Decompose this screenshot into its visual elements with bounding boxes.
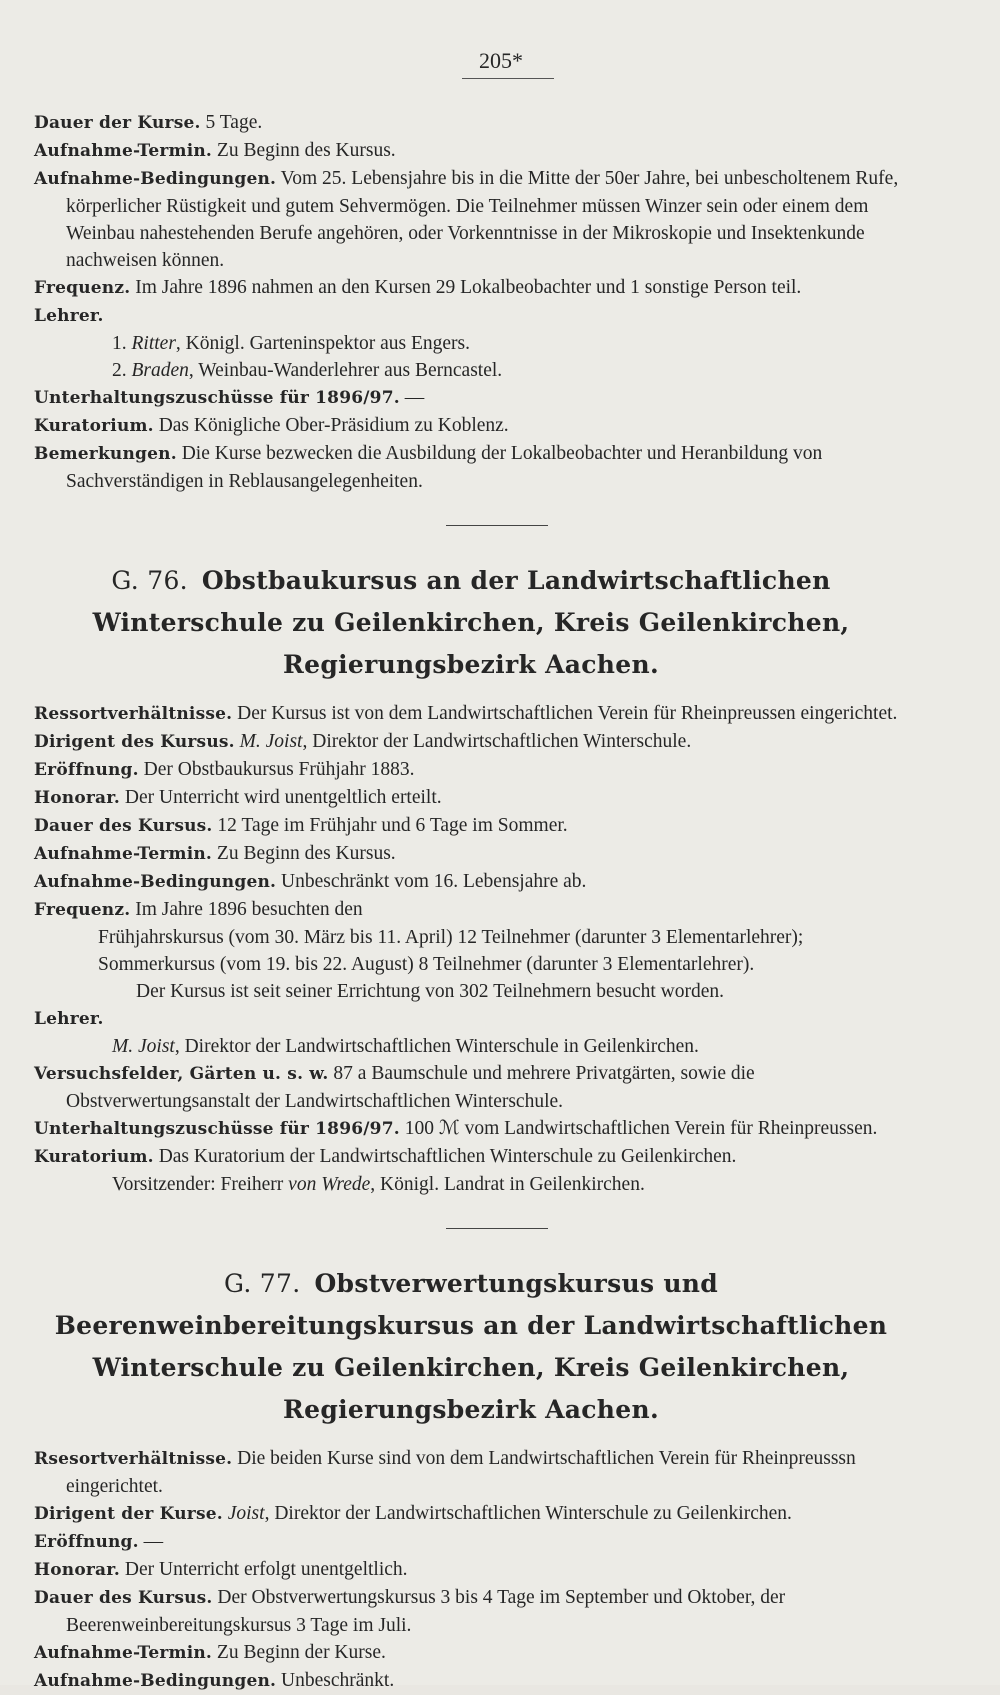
- entry-text: 5 Tage.: [205, 112, 263, 133]
- entry-termin: [34, 137, 908, 165]
- section-divider: [446, 525, 548, 526]
- section-number: G. 76.: [111, 566, 188, 595]
- entry-key: Aufnahme-Bedingungen.: [34, 1671, 277, 1691]
- entry-kuratorium: [34, 1143, 908, 1171]
- entry-termin: [34, 840, 908, 868]
- vorsitzender-line: [34, 1171, 908, 1198]
- entry-text: Das Königliche Ober-Präsidium zu Koblenz.: [158, 415, 509, 436]
- entry-kuratorium: [34, 412, 908, 440]
- entry-termin: [34, 1639, 908, 1667]
- teacher-name: Braden: [131, 360, 189, 381]
- entry-text: Im Jahre 1896 nahmen an den Kursen 29 Lokalbeobachter und 1 sonstige Person teil.: [135, 277, 802, 298]
- entry-frequenz: [34, 274, 908, 302]
- entry-key: Versuchsfelder, Gärten u. s. w.: [34, 1064, 329, 1084]
- entry-key: Honorar.: [34, 1560, 120, 1580]
- section-title: Obstverwertungskursus und Beerenweinbereitungskursus an der Landwirtschaftlichen Winterschule zu Geilenkirchen, Kreis Geilenkirchen, Regierungsbezirk Aachen.: [54, 1269, 888, 1424]
- entry-text: Unbeschränkt vom 16. Lebensjahre ab.: [281, 871, 587, 892]
- entry-key: Dirigent der Kurse.: [34, 1504, 223, 1524]
- frequenz-detail: Sommerkursus (vom 19. bis 22. August) 8 Teilnehmer (darunter 3 Elementarlehrer).: [98, 954, 755, 975]
- entry-key: Ressortverhältnisse.: [34, 704, 233, 724]
- teacher-number: 2.: [112, 360, 127, 381]
- entry-dauer: [34, 1584, 908, 1639]
- entry-bedingungen: [34, 868, 908, 896]
- teacher-name: Ritter: [131, 333, 176, 354]
- teacher-text: , Weinbau-Wanderlehrer aus Berncastel.: [188, 360, 503, 381]
- page-number-rule: [462, 78, 554, 79]
- entry-dirigent: [34, 728, 908, 756]
- entry-key: Dauer des Kursus.: [34, 816, 213, 836]
- entry-text: Die Kurse bezwecken die Ausbildung der Lokalbeobachter und Heranbildung von Sachverständigen in Reblausangelegenheiten.: [66, 443, 823, 492]
- teacher-text: , Königl. Garteninspektor aus Engers.: [175, 333, 470, 354]
- entry-eroeffnung: [34, 1528, 908, 1556]
- entry-text: —: [143, 1531, 164, 1552]
- entry-key: Unterhaltungszuschüsse für 1896/97.: [34, 1119, 400, 1139]
- frequenz-note: Der Kursus ist seit seiner Errichtung von 302 Teilnehmern besucht worden.: [136, 981, 725, 1002]
- entry-text: 87 a Baumschule und mehrere Privatgärten, sowie die Obstverwertungsanstalt der Landwirtschaftlichen Winterschule.: [66, 1063, 755, 1112]
- entry-lehrer: [34, 302, 908, 330]
- entry-dauer: [34, 109, 908, 137]
- entry-honorar: [34, 1556, 908, 1584]
- entry-frequenz: [34, 896, 908, 924]
- entry-text: Der Unterricht wird unentgeltlich erteilt.: [124, 787, 442, 808]
- entry-key: Lehrer.: [34, 1009, 104, 1029]
- entry-text: Zu Beginn des Kursus.: [216, 140, 396, 161]
- teacher-item: [34, 357, 908, 384]
- entry-text: Der Kursus ist von dem Landwirtschaftlichen Verein für Rheinpreussen eingerichtet.: [237, 703, 898, 724]
- entry-key: Bemerkungen.: [34, 444, 177, 464]
- entry-lehrer: [34, 1005, 908, 1033]
- entry-dauer: [34, 812, 908, 840]
- entry-key: Aufnahme-Termin.: [34, 1643, 213, 1663]
- entry-text: , Direktor der Landwirtschaftlichen Winterschule zu Geilenkirchen.: [264, 1503, 792, 1524]
- entry-text: , Direktor der Landwirtschaftlichen Winterschule.: [302, 731, 692, 752]
- teacher-text: , Direktor der Landwirtschaftlichen Winterschule in Geilenkirchen.: [174, 1036, 699, 1057]
- entry-text: Das Kuratorium der Landwirtschaftlichen Winterschule zu Geilenkirchen.: [158, 1146, 737, 1167]
- entry-key: Lehrer.: [34, 306, 104, 326]
- entry-honorar: [34, 784, 908, 812]
- entry-text: 12 Tage im Frühjahr und 6 Tage im Sommer.: [217, 815, 568, 836]
- entry-key: Kuratorium.: [34, 1147, 154, 1167]
- entry-key: Dauer der Kurse.: [34, 113, 201, 133]
- entry-key: Rsesortverhältnisse.: [34, 1449, 233, 1469]
- entry-key: Eröffnung.: [34, 760, 139, 780]
- entry-key: Unterhaltungszuschüsse für 1896/97.: [34, 388, 400, 408]
- entry-key: Frequenz.: [34, 900, 131, 920]
- entry-text: —: [404, 387, 425, 408]
- frequenz-detail: Frühjahrskursus (vom 30. März bis 11. April) 12 Teilnehmer (darunter 3 Elementarlehrer);: [98, 927, 804, 948]
- entry-key: Dirigent des Kursus.: [34, 732, 235, 752]
- entry-zuschuesse: [34, 384, 908, 412]
- entry-text: Die beiden Kurse sind von dem Landwirtschaftlichen Verein für Rheinpreusssn eingerichtet.: [66, 1448, 856, 1497]
- vorsitzender-text: , Königl. Landrat in Geilenkirchen.: [370, 1174, 645, 1195]
- dirigent-name: Joist: [227, 1503, 265, 1524]
- entry-key: Aufnahme-Termin.: [34, 141, 213, 161]
- section-heading: [34, 560, 908, 686]
- entry-eroeffnung: [34, 756, 908, 784]
- teacher-item: [34, 330, 908, 357]
- entry-key: Aufnahme-Termin.: [34, 844, 213, 864]
- teacher-name: M. Joist: [112, 1036, 175, 1057]
- entry-text: Vom 25. Lebensjahre bis in die Mitte der 50er Jahre, bei unbescholtenem Rufe, körperlicher Rüstigkeit und gutem Sehvermögen. Die Teilnehmer müssen Winzer sein oder einem dem Weinbau nahestehenden Berufe angehören, oder Vorkenntnisse in der Mikroskopie und Insektenkunde nachweisen können.: [66, 168, 899, 271]
- vorsitzender-name: von Wrede: [288, 1174, 371, 1195]
- entry-bedingungen: [34, 165, 908, 274]
- entry-ressort: [34, 1445, 908, 1500]
- entry-zuschuesse: [34, 1115, 908, 1143]
- section-number: G. 77.: [223, 1269, 301, 1298]
- entry-bemerkungen: [34, 440, 908, 495]
- entry-text: Der Obstbaukursus Frühjahr 1883.: [143, 759, 415, 780]
- entry-key: Honorar.: [34, 788, 120, 808]
- entry-text: Im Jahre 1896 besuchten den: [135, 899, 363, 920]
- section-heading: [34, 1263, 908, 1431]
- teacher-item: [34, 1033, 908, 1060]
- section-divider: [446, 1228, 548, 1229]
- entry-ressort: [34, 700, 908, 728]
- section-title: Obstbaukursus an der Landwirtschaftlichen Winterschule zu Geilenkirchen, Kreis Geilenkirchen, Regierungsbezirk Aachen.: [92, 566, 850, 679]
- vorsitzender-label: Vorsitzender: Freiherr: [112, 1174, 289, 1195]
- dirigent-name: M. Joist: [239, 731, 303, 752]
- teacher-number: 1.: [112, 333, 127, 354]
- entry-text: Zu Beginn der Kurse.: [216, 1642, 386, 1663]
- entry-dirigent: [34, 1500, 908, 1528]
- entry-key: Eröffnung.: [34, 1532, 139, 1552]
- page-number: 205*: [479, 48, 523, 73]
- entry-key: Aufnahme-Bedingungen.: [34, 872, 277, 892]
- entry-text: Unbeschränkt.: [281, 1670, 395, 1691]
- entry-text: 100 ℳ vom Landwirtschaftlichen Verein für Rheinpreussen.: [404, 1118, 878, 1139]
- entry-versuchsfelder: [34, 1060, 908, 1115]
- entry-text: Zu Beginn des Kursus.: [216, 843, 396, 864]
- entry-bedingungen: [34, 1667, 908, 1695]
- entry-text: Der Unterricht erfolgt unentgeltlich.: [124, 1559, 408, 1580]
- entry-key: Kuratorium.: [34, 416, 154, 436]
- entry-text: Der Obstverwertungskursus 3 bis 4 Tage im September und Oktober, der Beerenweinbereitungskursus 3 Tage im Juli.: [66, 1587, 786, 1636]
- entry-key: Frequenz.: [34, 278, 131, 298]
- entry-key: Aufnahme-Bedingungen.: [34, 169, 277, 189]
- entry-key: Dauer des Kursus.: [34, 1588, 213, 1608]
